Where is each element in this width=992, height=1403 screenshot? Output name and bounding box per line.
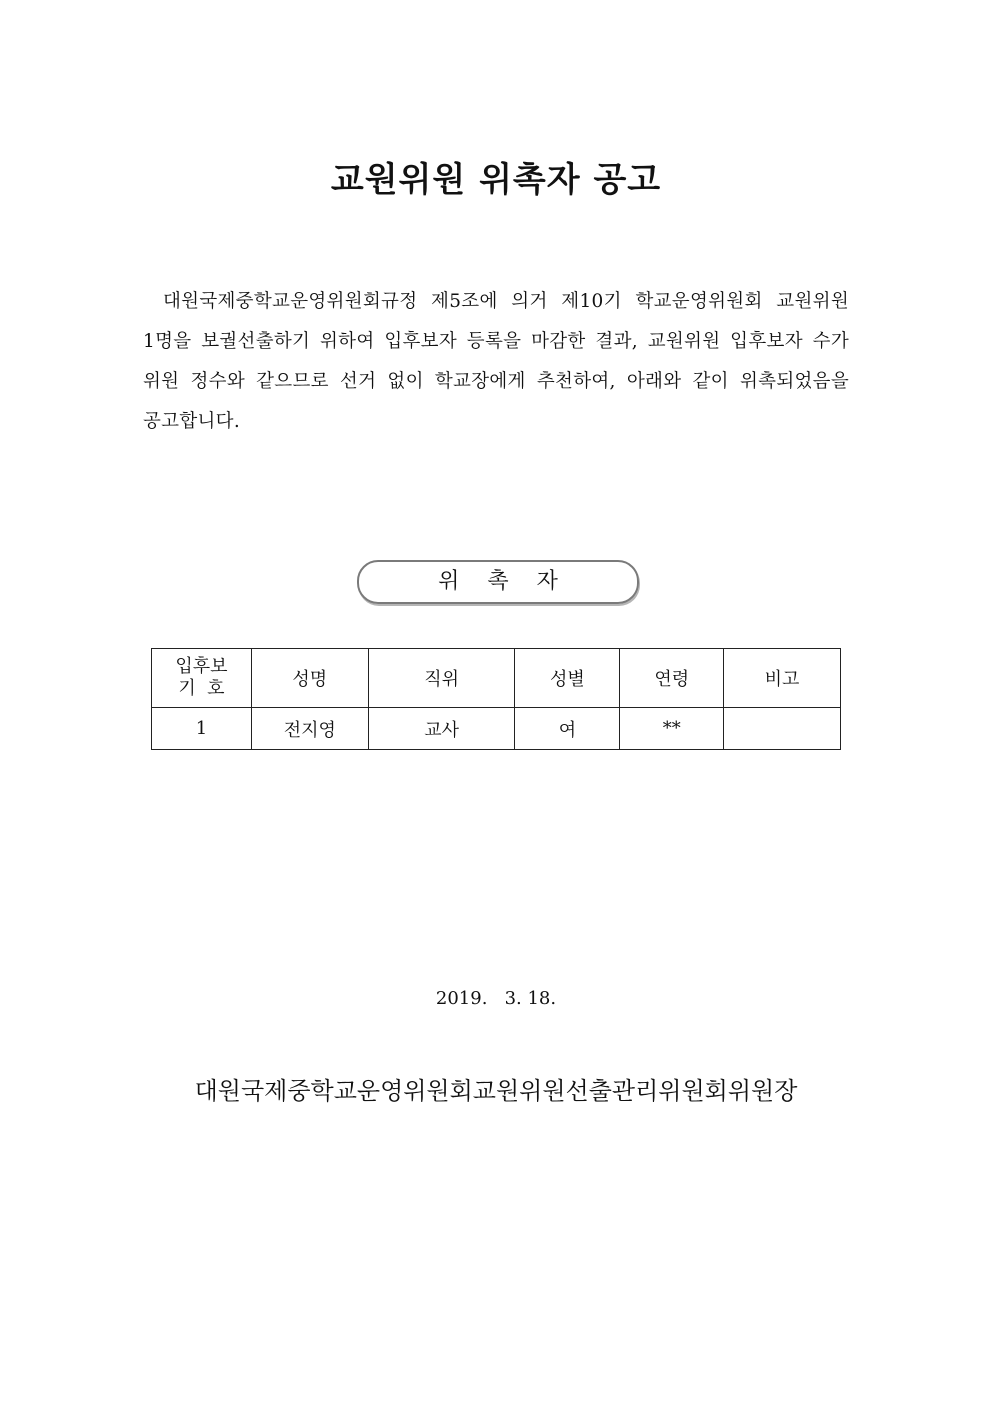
- section-label-box: 위촉자: [357, 560, 639, 604]
- header-note: 비고: [724, 649, 841, 708]
- header-age: 연령: [620, 649, 724, 708]
- announcement-body: 대원국제중학교운영위원회규정 제5조에 의거 제10기 학교운영위원회 교원위원 1명을 보궐선출하기 위하여 입후보자 등록을 마감한 결과, 교원위원 입후보자 수가 위원 정수와 같으므로 선거 없이 학교장에게 추천하여, 아래와 같이 위촉되었음을 공고합니다.: [143, 291, 849, 432]
- cell-candidate-number: 1: [152, 708, 252, 750]
- cell-note: [724, 708, 841, 750]
- table-row: [152, 708, 841, 750]
- header-position: 직위: [368, 649, 515, 708]
- header-name: 성명: [251, 649, 368, 708]
- cell-gender: 여: [515, 708, 620, 750]
- cell-name: 전지영: [251, 708, 368, 750]
- signer-title: 대원국제중학교운영위원회교원위원선출관리위원회위원장: [194, 1077, 798, 1105]
- header-candidate-number: [152, 649, 252, 708]
- header-candidate-number-line1: 입후보: [175, 656, 228, 677]
- appointee-table: [151, 648, 841, 750]
- announcement-date: 2019. 3. 18.: [435, 988, 557, 1009]
- table-header-row: [152, 649, 841, 708]
- cell-age: **: [620, 708, 724, 750]
- cell-position: 교사: [368, 708, 515, 750]
- header-candidate-number-line2: 기 호: [178, 678, 225, 699]
- page-title: 교원위원 위촉자 공고: [330, 160, 662, 200]
- header-gender: 성별: [515, 649, 620, 708]
